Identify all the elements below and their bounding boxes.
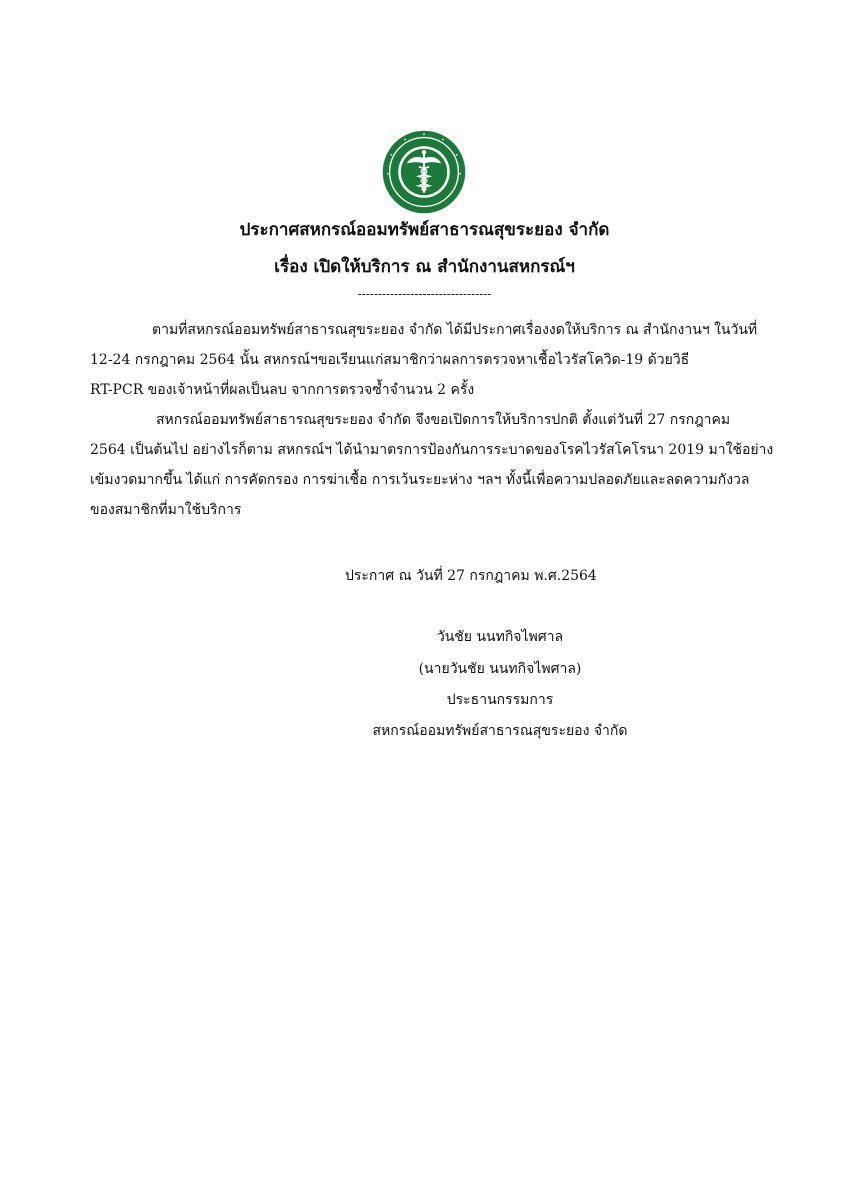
signature-name: วันชัย นนทกิจไพศาล bbox=[436, 629, 564, 645]
paragraph1-line2: 12-24 กรกฎาคม 2564 นั้น สหกรณ์ฯขอเรียนแก่สมาชิกว่าผลการตรวจหาเชื้อไวรัสโควิด-19 ด้วยวิธี bbox=[90, 352, 690, 368]
paragraph1-line3: RT-PCR ของเจ้าหน้าที่ผลเป็นลบ จากการตรวจซ้ำจำนวน 2 ครั้ง bbox=[90, 382, 475, 398]
cooperative-seal-logo bbox=[381, 129, 467, 215]
signature-organization: สหกรณ์ออมทรัพย์สาธารณสุขระยอง จำกัด bbox=[372, 723, 628, 739]
paragraph2-line4: ของสมาชิกที่มาใช้บริการ bbox=[90, 502, 242, 518]
title-separator: --------------------------------- bbox=[357, 287, 492, 301]
announcement-subject: เรื่อง เปิดให้บริการ ณ สำนักงานสหกรณ์ฯ bbox=[274, 257, 575, 277]
paragraph2-line3: เข้มงวดมากขึ้น ได้แก่ การคัดกรอง การฆ่าเชื้อ การเว้นระยะห่าง ฯลฯ ทั้งนี้เพื่อความปลอดภัยและลดความกังวล bbox=[90, 472, 750, 488]
paragraph2-line2: 2564 เป็นต้นไป อย่างไรก็ตาม สหกรณ์ฯ ได้นำมาตรการป้องกันการระบาดของโรคไวรัสโคโรนา 2019 มาใช้อย่าง bbox=[90, 442, 774, 458]
announce-date: ประกาศ ณ วันที่ 27 กรกฎาคม พ.ศ.2564 bbox=[345, 568, 597, 584]
paragraph1-line1: ตามที่สหกรณ์ออมทรัพย์สาธารณสุขระยอง จำกัด ได้มีประกาศเรื่องงดให้บริการ ณ สำนักงานฯ ในวันที่ bbox=[152, 322, 758, 338]
signature-printed-name: (นายวันชัย นนทกิจไพศาล) bbox=[418, 661, 582, 677]
signature-position: ประธานกรรมการ bbox=[446, 692, 554, 708]
announcement-title: ประกาศสหกรณ์ออมทรัพย์สาธารณสุขระยอง จำกัด bbox=[239, 220, 610, 240]
paragraph2-line1: สหกรณ์ออมทรัพย์สาธารณสุขระยอง จำกัด จึงขอเปิดการให้บริการปกติ ตั้งแต่วันที่ 27 กรกฎาคม bbox=[156, 412, 731, 428]
